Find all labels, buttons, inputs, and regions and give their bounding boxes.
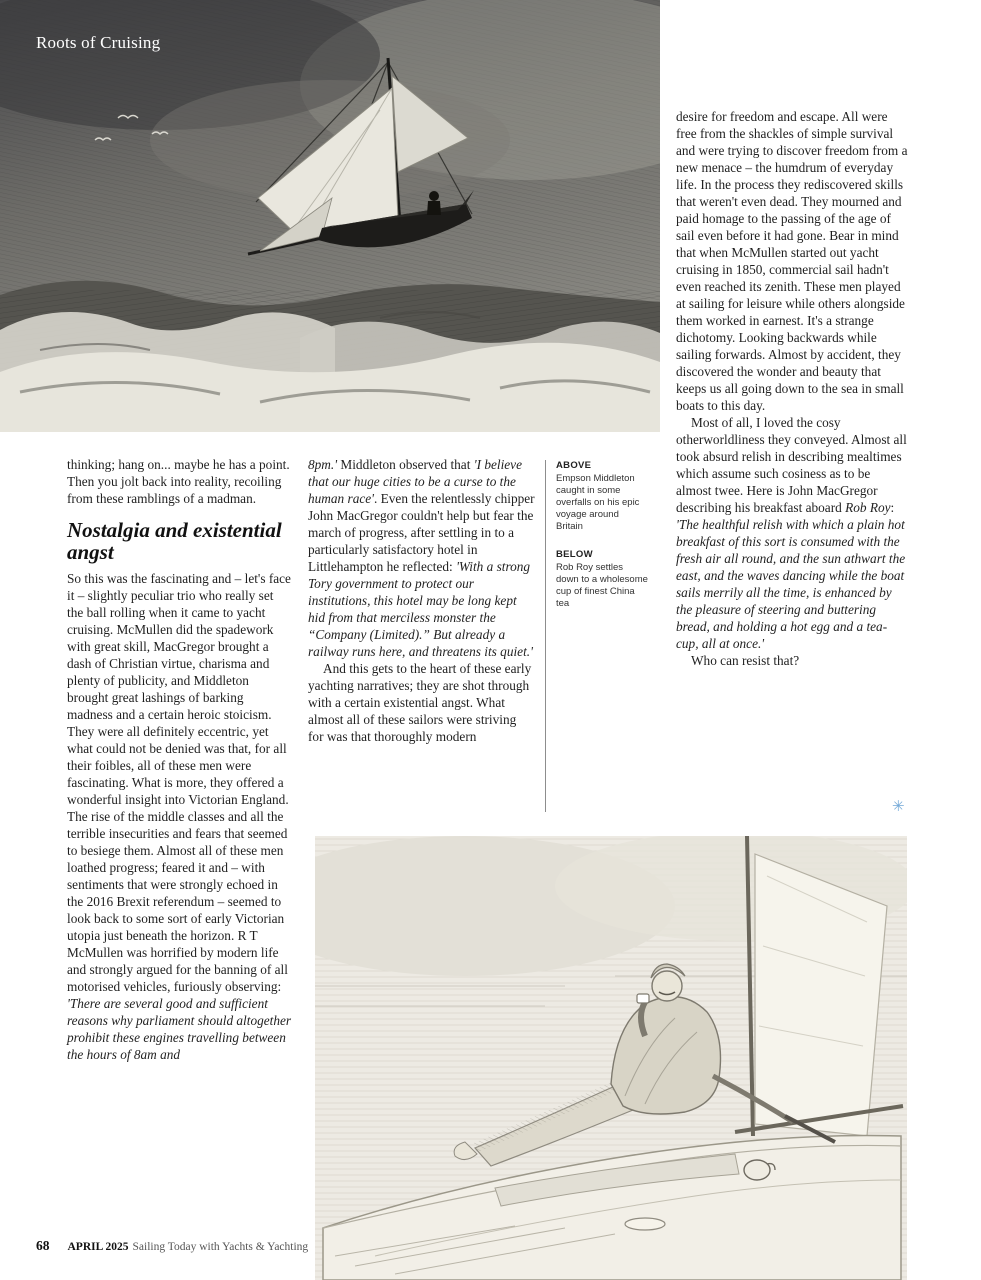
body-paragraph [67,456,292,507]
text-segment: . Even the relentlessly chipper John MacGregor couldn't help but fear the march of progress, after settling in to a particularly satisfactory hotel in Littlehampton he reflected: [308,491,535,574]
caption-divider-rule [545,460,546,812]
caption-text: Rob Roy settles down to a wholesome cup of finest China tea [556,562,648,609]
body-paragraph [308,660,535,745]
caption-label: BELOW [556,549,593,560]
tea-drinking-sailor-engraving-image [315,836,907,1280]
text-segment: thinking; hang on... maybe he has a point. Then you jolt back into reality, recoiling from these ramblings of a madman. [67,457,290,506]
page-footer [36,1238,308,1254]
text-segment: So this was the fascinating and – let's face it – slightly peculiar trio who really set the ball rolling when it came to yacht cruising. McMullen did the spadework with great skill, MacGregor brought a dash of Christian virtue, charisma and plenty of publicity, and Middleton brought great lashings of barking madness and a certain heroic stoicism. They were all definitely eccentric, yet what could not be denied was that, for all their foibles, all of these men were fascinating. What is more, they offered a wonderful insight into Victorian England. The rise of the middle classes and all the terrible insecurities and fears that seemed to besiege them. Almost all of these men loathed progress; feared it and – with sentiments that were strongly echoed in the 2016 Brexit referendum – seemed to look back to some sort of early Victorian utopia just beneath the horizon. R T McMullen was horrified by modern life and strongly argued for the banning of all motorised vehicles, furiously observing: [67,571,291,994]
text-segment: desire for freedom and escape. All were free from the shackles of simple survival and were trying to discover freedom from a new menace – the humdrum of everyday life. In the process they rediscovered skills that weren't even dead. They mourned and paid homage to the passing of the age of sail even before it had gone. Bear in mind that when McMullen started out yacht cruising in 1850, commercial sail hadn't even reached its zenith. These men played at sailing for leisure while others alongside them worked in earnest. It's a strange dichotomy. Looking backwards while sailing forwards. Almost by accident, they discovered the wonder and beauty that keeps us all going down to the sea in small boats to this day. [676,109,908,413]
text-segment: Rob Roy [845,500,891,515]
body-paragraph [308,456,535,660]
text-segment: 'There are several good and sufficient reasons why parliament should altogether prohibit these engines travelling between the hours of 8am and [67,996,292,1062]
storm-sailboat-engraving-image [0,0,660,432]
body-paragraph [676,652,908,669]
page-number: 68 [36,1238,50,1253]
body-paragraph [676,414,908,652]
text-segment: 'With a strong Tory government to protect our institutions, this hotel may be long kept hid from that merciless monster the “Company (Limited).” But already a railway runs here, and threatens its quiet.' [308,559,533,659]
article-column-middle [308,456,535,745]
text-segment: And this gets to the heart of these early yachting narratives; they are shot through with a certain existential angst. What almost all of these sailors were striving for was that thoroughly modern [308,661,532,744]
text-segment: 'I believe that our huge cities to be a curse to the human race' [308,457,522,506]
text-segment: Middleton observed that [340,457,474,472]
text-segment: : [890,500,895,515]
text-segment: 'The healthful relish with which a plain hot breakfast of this sort is consumed with the fresh air all round, and the sun athwart the east, and the waves dancing while the boat sails merrily all the time, is enhanced by the pleasure of steering and buttering bread, and holding a hot egg and a tea-cup, all at once.' [676,517,906,651]
image-caption [556,460,648,533]
text-segment: Who can resist that? [691,653,800,668]
caption-label: ABOVE [556,460,592,471]
article-column-left [67,456,292,1063]
caption-text: Empson Middleton caught in some overfalls on his epic voyage around Britain [556,473,640,532]
issue-date: APRIL 2025 [67,1241,129,1253]
text-segment: Most of all, I loved the cosy otherworldliness they conveyed. Almost all took absurd relish in describing mealtimes which assume such cosiness as to be almost twee. Here is John MacGregor describing his breakfast aboard [676,415,907,515]
section-heading: Nostalgia and existential angst [67,518,282,564]
article-column-right [676,108,908,669]
magazine-name: Sailing Today with Yachts & Yachting [132,1241,309,1253]
text-segment: 8pm.' [308,457,341,472]
body-paragraph [676,108,908,414]
decorative-star-icon: ✳ [892,799,905,815]
body-paragraph [67,570,292,1063]
page-title: Roots of Cruising [36,33,161,52]
image-caption [556,549,648,610]
photo-captions [556,460,648,626]
